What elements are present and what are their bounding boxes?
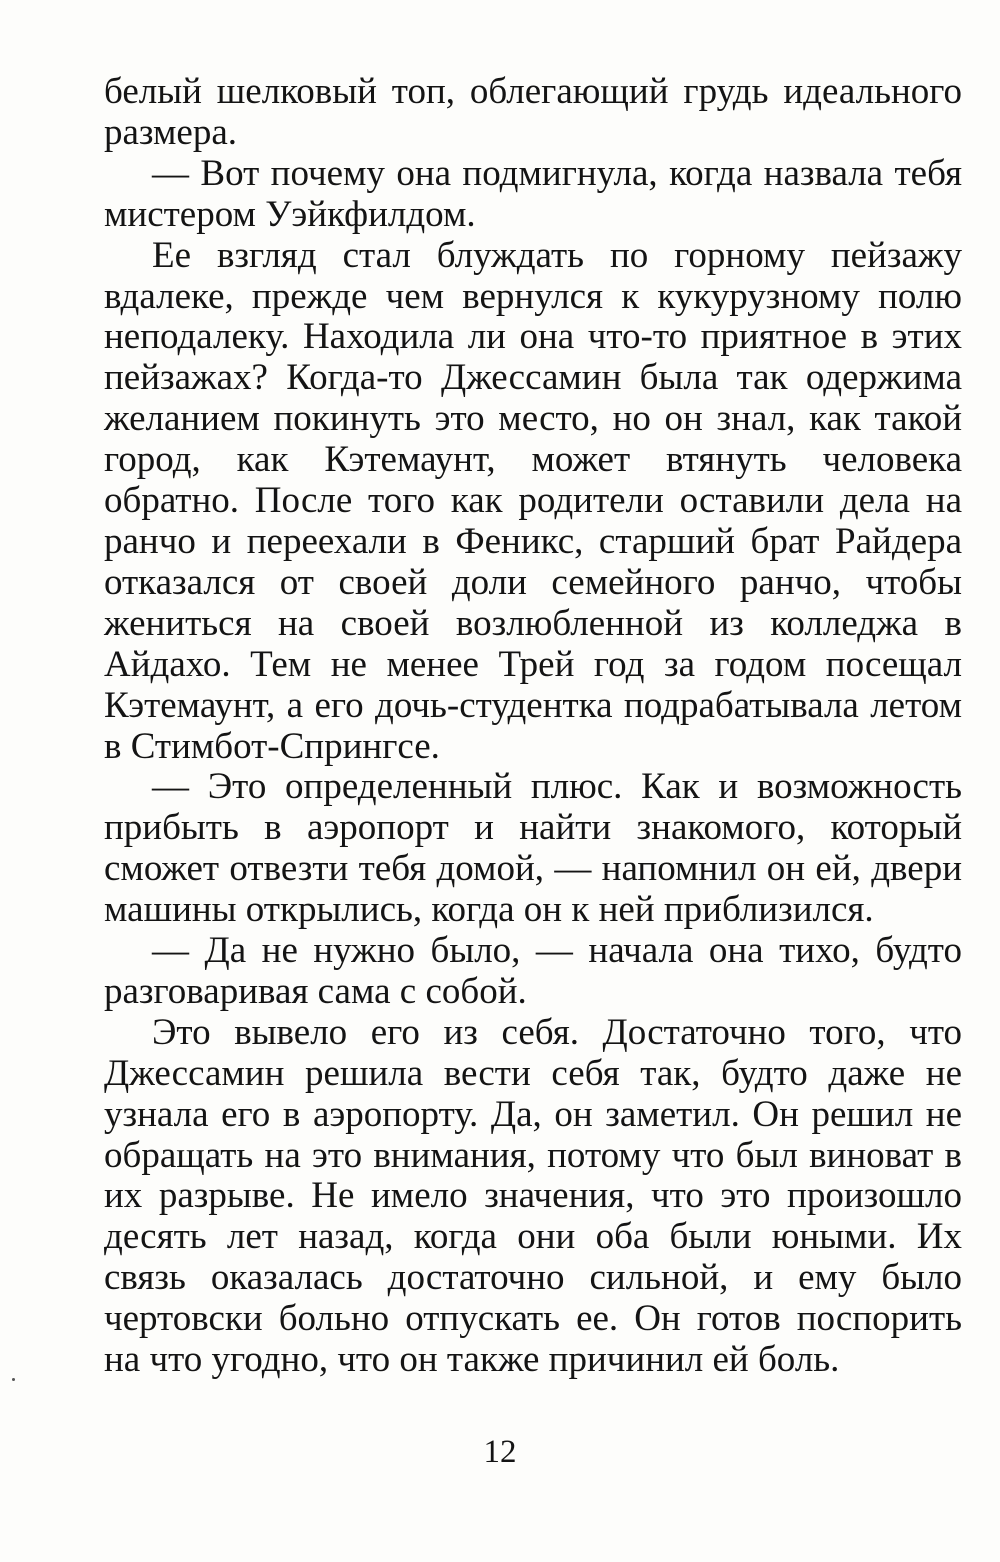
paragraph-1: белый шелковый топ, облегающий грудь идеального размера. <box>104 71 962 153</box>
paragraph-2: — Вот почему она подмигнула, когда назвала тебя мистером Уэйкфилдом. <box>104 152 962 235</box>
body-text <box>104 72 962 1381</box>
paragraph-6: Это вывело его из себя. Достаточно того, что Джессамин решила вести себя так, будто даже не узнала его в аэропорту. Да, он заметил. Он решил не обращать на это внимания, потому что был виноват в их разрыве. Не имело значения, что это произошло десять лет назад, когда они оба были юными. Их связь оказалась достаточно сильной, и ему было чертовски больно отпускать ее. Он готов поспорить на что угодно, что он также причинил ей боль. <box>104 1011 962 1381</box>
scan-speck <box>12 1378 15 1381</box>
page-number: 12 <box>483 1434 517 1470</box>
paragraph-4: — Это определенный плюс. Как и возможность прибыть в аэропорт и найти знакомого, который сможет отвезти тебя домой, — напомнил он ей, двери машины открылись, когда он к ней приблизился. <box>104 766 962 931</box>
paragraph-3: Ее взгляд стал блуждать по горному пейзажу вдалеке, прежде чем вернулся к кукурузному полю неподалеку. Находила ли она что-то приятное в этих пейзажах? Когда-то Джессамин была так одержима желанием покинуть это место, но он знал, как такой город, как Кэтемаунт, может втянуть человека обратно. После того как родители оставили дела на ранчо и переехали в Феникс, старший брат Райдера отказался от своей доли семейного ранчо, чтобы жениться на своей возлюбленной из колледжа в Айдахо. Тем не менее Трей год за годом посещал Кэтемаунт, а его дочь-студентка подрабатывала летом в Стимбот-Спрингсе. <box>104 234 962 767</box>
paragraph-5: — Да не нужно было, — начала она тихо, будто разговаривая сама с собой. <box>104 930 962 1012</box>
